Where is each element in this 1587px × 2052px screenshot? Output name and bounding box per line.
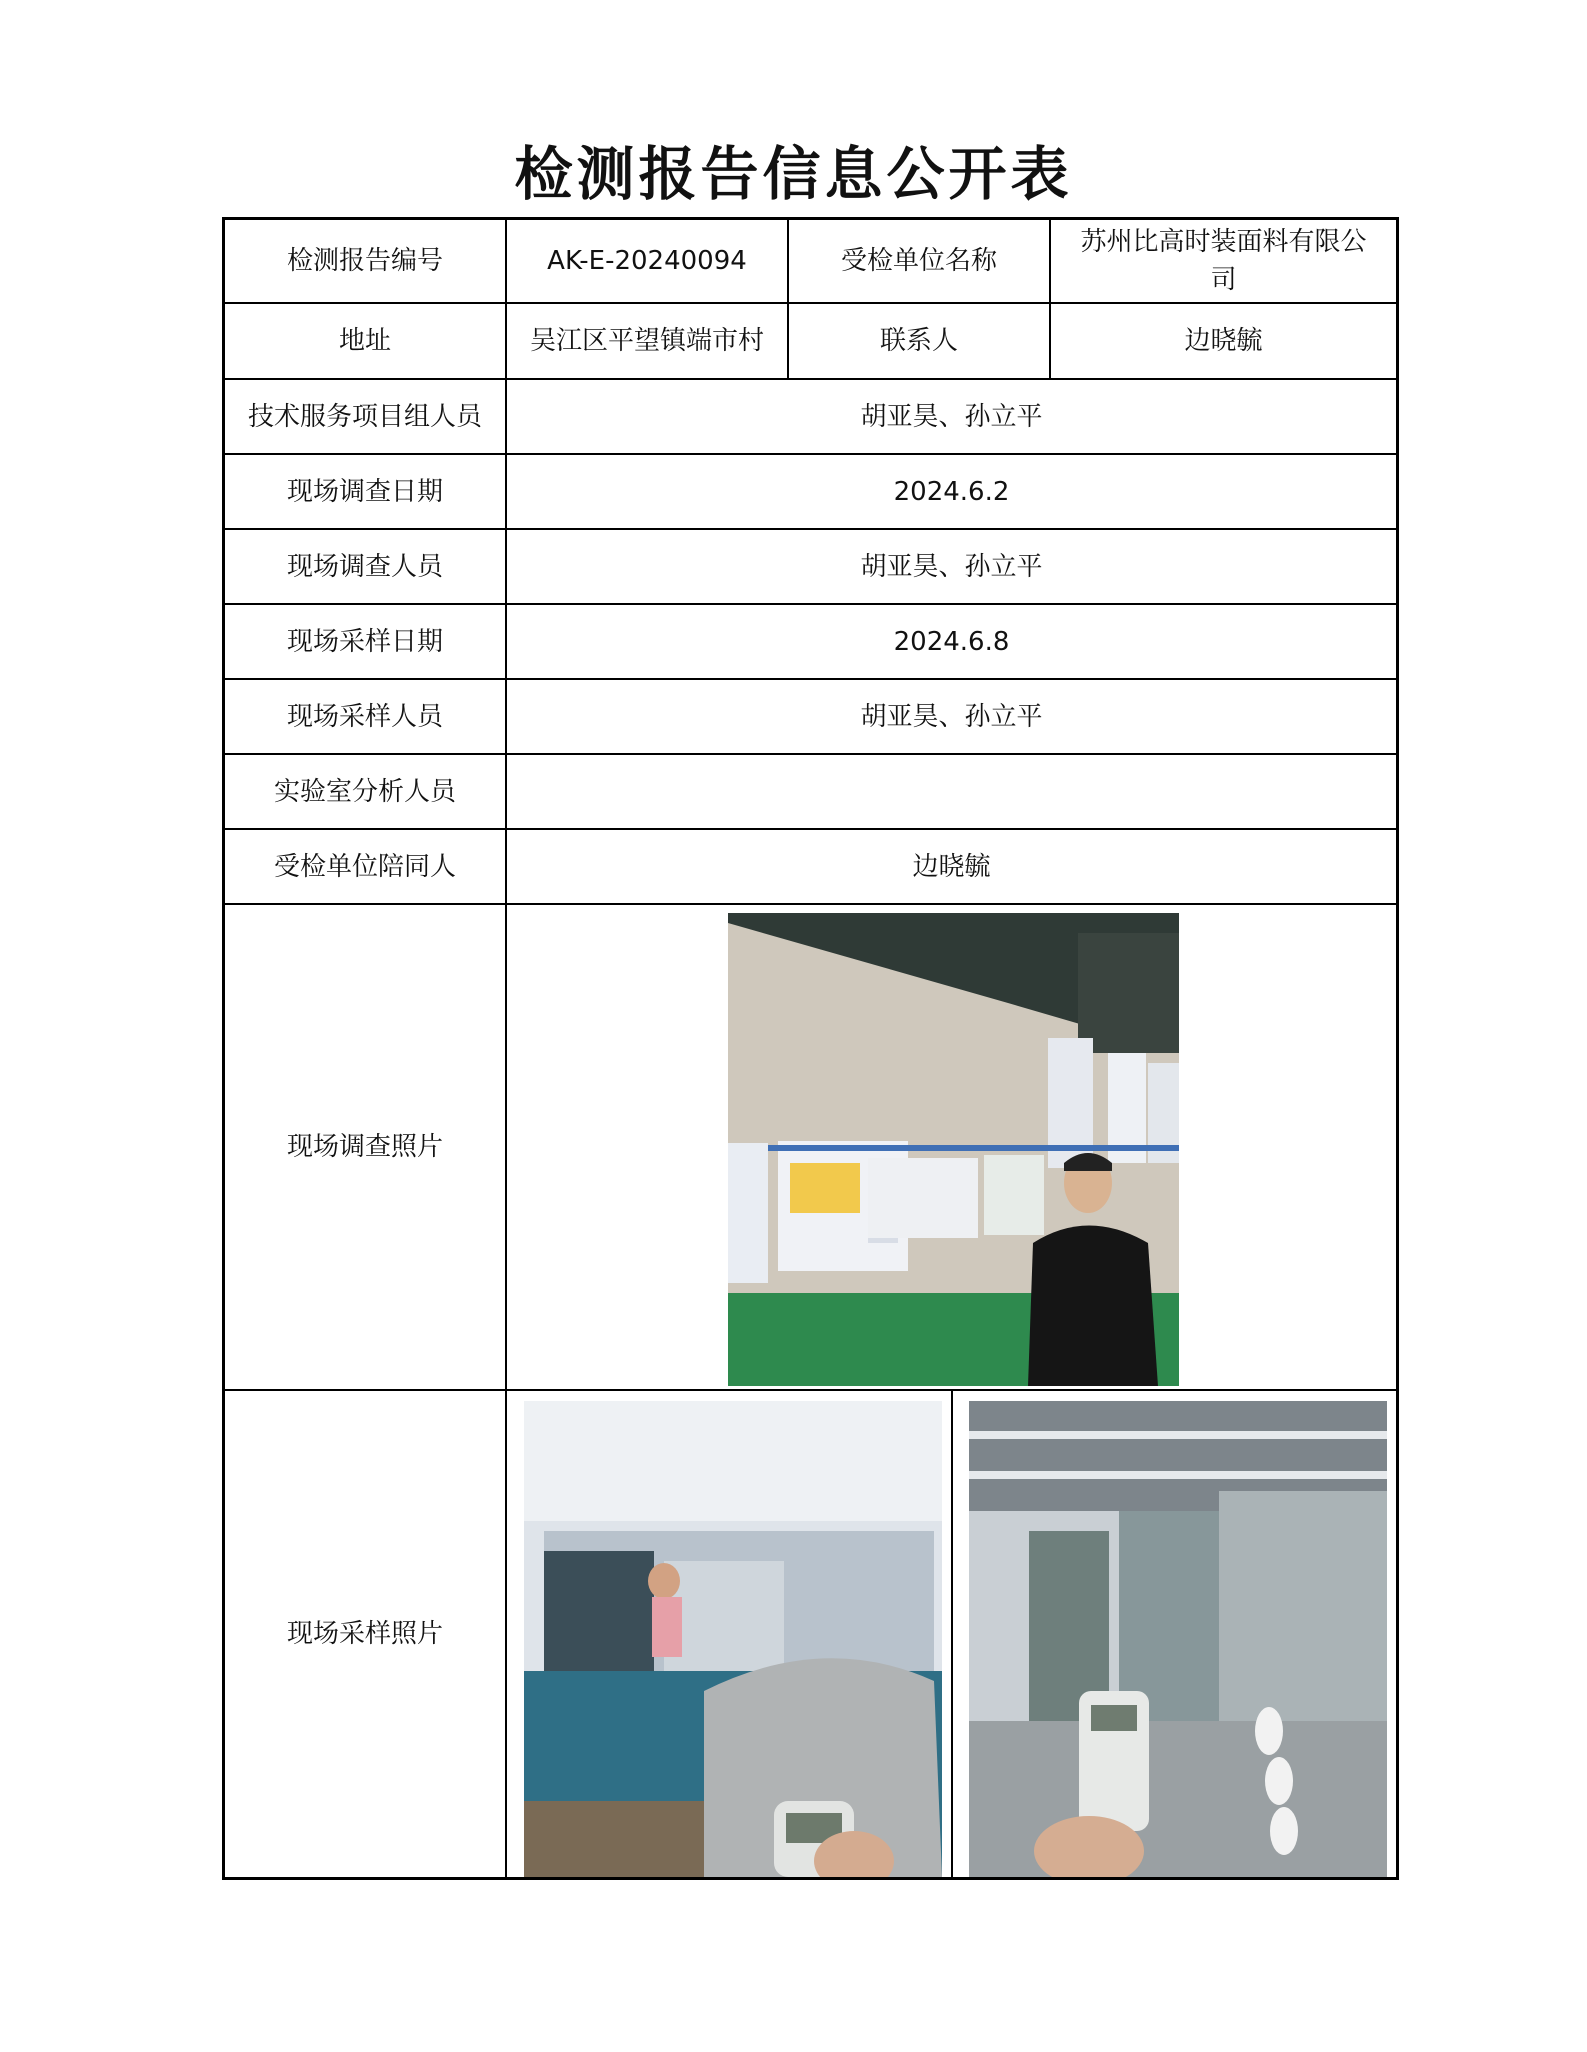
escort-label: 受检单位陪同人 — [225, 830, 507, 903]
survey-photo-image — [728, 913, 1179, 1386]
table-row — [225, 680, 1396, 755]
table-row — [225, 530, 1396, 605]
sampling-photo-2 — [969, 1401, 1387, 1877]
sampling-staff-value: 胡亚昊、孙立平 — [860, 701, 1043, 732]
lab-staff-value — [507, 755, 1396, 828]
unit-name-value: 苏州比高时装面料有限公司 — [1080, 227, 1367, 295]
unit-name-label: 受检单位名称 — [789, 220, 1051, 302]
table-row — [225, 905, 1396, 1391]
sampling-photo-1 — [524, 1401, 942, 1877]
address-label: 地址 — [225, 304, 507, 378]
sampling-photo-2-image — [969, 1401, 1387, 1877]
survey-photo-label: 现场调查照片 — [225, 905, 507, 1389]
table-row — [225, 220, 1396, 304]
sampling-date-value: 2024.6.8 — [893, 626, 1010, 657]
survey-date-value: 2024.6.2 — [893, 476, 1010, 507]
table-row — [225, 1391, 1396, 1877]
table-row — [225, 830, 1396, 905]
address-value: 吴江区平望镇端市村 — [507, 304, 789, 378]
report-table — [222, 217, 1399, 1880]
survey-staff-label: 现场调查人员 — [225, 530, 507, 603]
team-value: 胡亚昊、孙立平 — [860, 401, 1043, 432]
contact-label: 联系人 — [789, 304, 1051, 378]
team-label: 技术服务项目组人员 — [225, 380, 507, 453]
report-number-label: 检测报告编号 — [225, 220, 507, 302]
table-row — [225, 755, 1396, 830]
sampling-staff-label: 现场采样人员 — [225, 680, 507, 753]
report-number-value: AK-E-20240094 — [507, 220, 789, 302]
lab-staff-label: 实验室分析人员 — [225, 755, 507, 828]
table-row — [225, 380, 1396, 455]
sampling-photo-label: 现场采样照片 — [225, 1391, 507, 1877]
survey-date-label: 现场调查日期 — [225, 455, 507, 528]
survey-staff-value: 胡亚昊、孙立平 — [860, 551, 1043, 582]
table-row — [225, 605, 1396, 680]
sampling-photo-1-image — [524, 1401, 942, 1877]
table-row — [225, 455, 1396, 530]
survey-photo — [728, 913, 1179, 1386]
sampling-date-label: 现场采样日期 — [225, 605, 507, 678]
contact-value: 边晓毓 — [1184, 326, 1263, 356]
table-row — [225, 304, 1396, 380]
page-title: 检测报告信息公开表 — [514, 140, 1073, 208]
escort-value: 边晓毓 — [912, 851, 991, 882]
